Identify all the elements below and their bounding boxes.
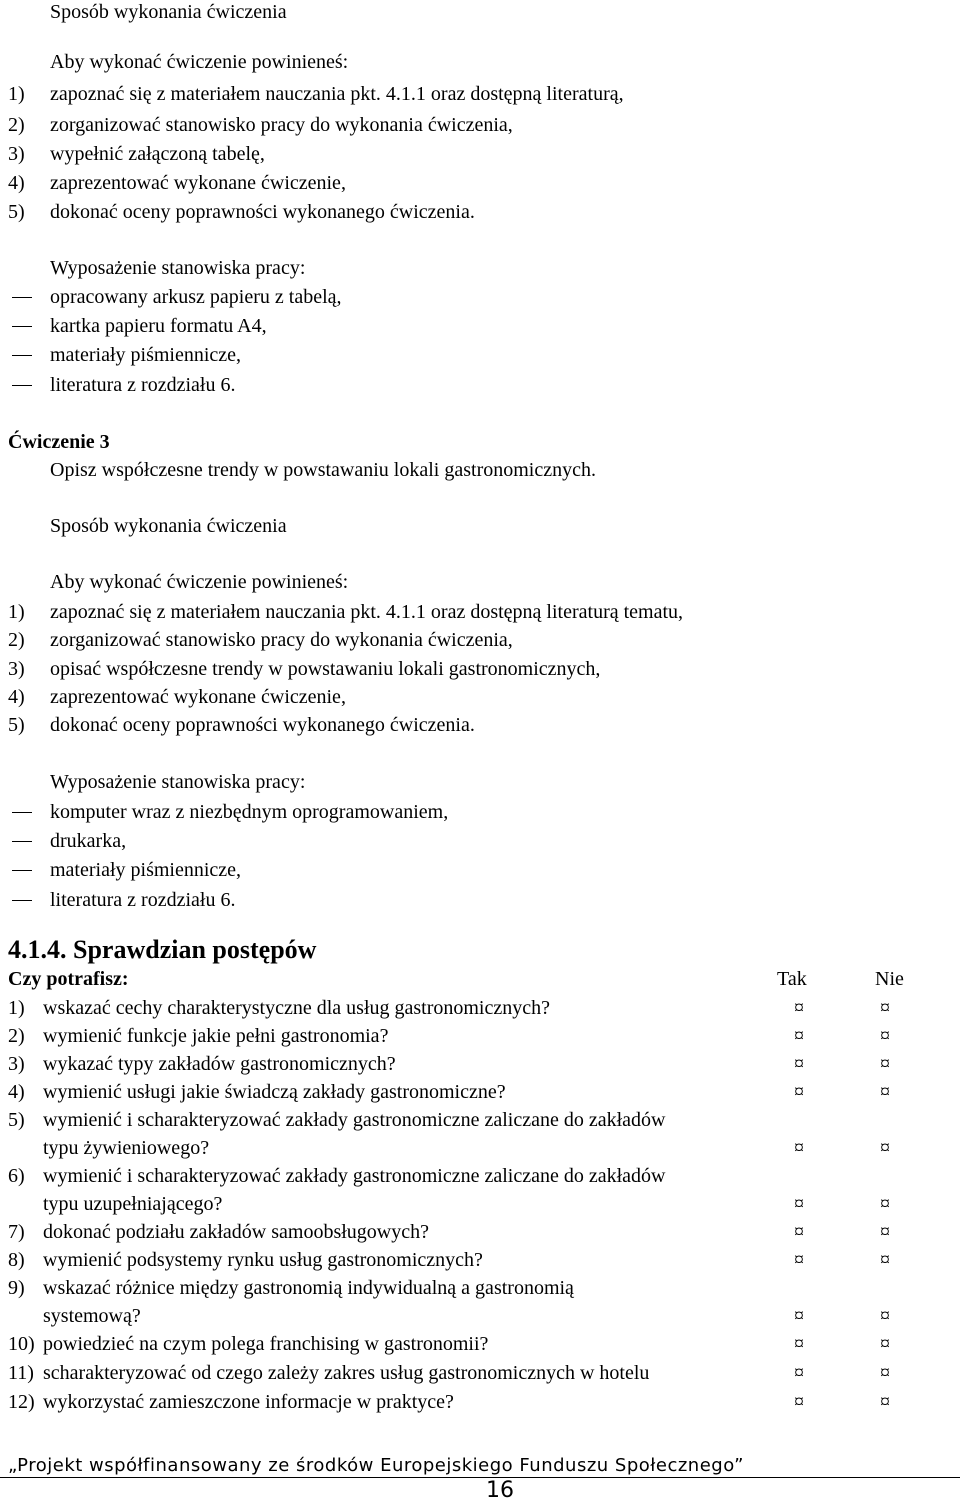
- dash-bullet: [12, 870, 32, 871]
- dash-bullet: [12, 355, 32, 356]
- footer-divider: [0, 1477, 960, 1478]
- question-text: wykazać typy zakładów gastronomicznych?: [43, 1053, 396, 1075]
- step-text: zorganizować stanowisko pracy do wykonania ćwiczenia,: [50, 629, 513, 651]
- dash-bullet: [12, 900, 32, 901]
- dash-bullet: [12, 812, 32, 813]
- equipment-item: opracowany arkusz papieru z tabelą,: [50, 286, 342, 308]
- question-number: 6): [8, 1165, 25, 1187]
- step-text: dokonać oceny poprawności wykonanego ćwiczenia.: [50, 714, 475, 736]
- no-checkbox[interactable]: ¤: [880, 1249, 890, 1271]
- yes-checkbox[interactable]: ¤: [794, 1137, 804, 1159]
- step-text: zapoznać się z materiałem nauczania pkt. 4.1.1 oraz dostępną literaturą,: [50, 83, 624, 105]
- equipment-item: materiały piśmiennicze,: [50, 859, 242, 881]
- no-checkbox[interactable]: ¤: [880, 1025, 890, 1047]
- no-column-header: Nie: [875, 968, 904, 990]
- question-text: dokonać podziału zakładów samoobsługowych?: [43, 1221, 430, 1243]
- step-number: 5): [8, 714, 25, 736]
- question-number: 9): [8, 1277, 25, 1299]
- step-number: 2): [8, 629, 25, 651]
- question-text: wykorzystać zamieszczone informacje w praktyce?: [43, 1391, 454, 1413]
- equipment-item: literatura z rozdziału 6.: [50, 889, 236, 911]
- page-number: 16: [486, 1478, 514, 1503]
- question-text: wymienić podsystemy rynku usług gastronomicznych?: [43, 1249, 483, 1271]
- method-heading: Sposób wykonania ćwiczenia: [50, 1, 287, 23]
- dash-bullet: [12, 326, 32, 327]
- question-text: wymienić funkcje jakie pełni gastronomia?: [43, 1025, 389, 1047]
- yes-checkbox[interactable]: ¤: [794, 1221, 804, 1243]
- yes-column-header: Tak: [777, 968, 807, 990]
- step-number: 3): [8, 658, 25, 680]
- question-text-continued: typu żywieniowego?: [43, 1137, 210, 1159]
- step-number: 3): [8, 143, 25, 165]
- no-checkbox[interactable]: ¤: [880, 1391, 890, 1413]
- yes-checkbox[interactable]: ¤: [794, 1391, 804, 1413]
- equipment-item: komputer wraz z niezbędnym oprogramowaniem,: [50, 801, 449, 823]
- yes-checkbox[interactable]: ¤: [794, 1249, 804, 1271]
- step-text: zaprezentować wykonane ćwiczenie,: [50, 172, 346, 194]
- question-number: 7): [8, 1221, 25, 1243]
- no-checkbox[interactable]: ¤: [880, 1053, 890, 1075]
- no-checkbox[interactable]: ¤: [880, 1193, 890, 1215]
- yes-checkbox[interactable]: ¤: [794, 1333, 804, 1355]
- yes-checkbox[interactable]: ¤: [794, 997, 804, 1019]
- no-checkbox[interactable]: ¤: [880, 997, 890, 1019]
- step-text: zapoznać się z materiałem nauczania pkt. 4.1.1 oraz dostępną literaturą tematu,: [50, 601, 684, 623]
- step-text: opisać współczesne trendy w powstawaniu lokali gastronomicznych,: [50, 658, 601, 680]
- method-intro: Aby wykonać ćwiczenie powinieneś:: [50, 571, 349, 593]
- no-checkbox[interactable]: ¤: [880, 1081, 890, 1103]
- dash-bullet: [12, 297, 32, 298]
- yes-checkbox[interactable]: ¤: [794, 1362, 804, 1384]
- method-heading: Sposób wykonania ćwiczenia: [50, 515, 287, 537]
- question-number: 4): [8, 1081, 25, 1103]
- question-header: Czy potrafisz:: [8, 968, 129, 990]
- step-number: 4): [8, 172, 25, 194]
- step-number: 1): [8, 601, 25, 623]
- yes-checkbox[interactable]: ¤: [794, 1053, 804, 1075]
- question-text: wymienić i scharakteryzować zakłady gastronomiczne zaliczane do zakładów: [43, 1165, 666, 1187]
- step-text: zaprezentować wykonane ćwiczenie,: [50, 686, 346, 708]
- yes-checkbox[interactable]: ¤: [794, 1193, 804, 1215]
- dash-bullet: [12, 841, 32, 842]
- exercise-title: Ćwiczenie 3: [8, 431, 110, 453]
- yes-checkbox[interactable]: ¤: [794, 1025, 804, 1047]
- question-text: scharakteryzować od czego zależy zakres usług gastronomicznych w hotelu: [43, 1362, 650, 1384]
- no-checkbox[interactable]: ¤: [880, 1305, 890, 1327]
- question-text: wymienić usługi jakie świadczą zakłady gastronomiczne?: [43, 1081, 506, 1103]
- no-checkbox[interactable]: ¤: [880, 1221, 890, 1243]
- step-text: dokonać oceny poprawności wykonanego ćwiczenia.: [50, 201, 475, 223]
- equipment-heading: Wyposażenie stanowiska pracy:: [50, 771, 306, 793]
- no-checkbox[interactable]: ¤: [880, 1137, 890, 1159]
- equipment-item: materiały piśmiennicze,: [50, 344, 242, 366]
- equipment-item: kartka papieru formatu A4,: [50, 315, 267, 337]
- step-number: 5): [8, 201, 25, 223]
- question-number: 1): [8, 997, 25, 1019]
- question-number: 2): [8, 1025, 25, 1047]
- question-number: 5): [8, 1109, 25, 1131]
- question-number: 12): [8, 1391, 35, 1413]
- exercise-description: Opisz współczesne trendy w powstawaniu lokali gastronomicznych.: [50, 459, 596, 481]
- step-text: wypełnić załączoną tabelę,: [50, 143, 265, 165]
- step-number: 2): [8, 114, 25, 136]
- equipment-heading: Wyposażenie stanowiska pracy:: [50, 257, 306, 279]
- question-text: wskazać cechy charakterystyczne dla usług gastronomicznych?: [43, 997, 550, 1019]
- question-text: wskazać różnice między gastronomią indywidualną a gastronomią: [43, 1277, 574, 1299]
- step-number: 4): [8, 686, 25, 708]
- footer-note: „Projekt współfinansowany ze środków Europejskiego Funduszu Społecznego”: [8, 1455, 744, 1476]
- progress-test-title: 4.1.4. Sprawdzian postępów: [8, 935, 317, 964]
- question-number: 3): [8, 1053, 25, 1075]
- no-checkbox[interactable]: ¤: [880, 1333, 890, 1355]
- method-intro: Aby wykonać ćwiczenie powinieneś:: [50, 51, 349, 73]
- equipment-item: literatura z rozdziału 6.: [50, 374, 236, 396]
- step-text: zorganizować stanowisko pracy do wykonania ćwiczenia,: [50, 114, 513, 136]
- step-number: 1): [8, 83, 25, 105]
- question-text: powiedzieć na czym polega franchising w gastronomii?: [43, 1333, 489, 1355]
- question-text-continued: systemową?: [43, 1305, 141, 1327]
- yes-checkbox[interactable]: ¤: [794, 1305, 804, 1327]
- question-number: 11): [8, 1362, 34, 1384]
- question-number: 8): [8, 1249, 25, 1271]
- yes-checkbox[interactable]: ¤: [794, 1081, 804, 1103]
- dash-bullet: [12, 385, 32, 386]
- equipment-item: drukarka,: [50, 830, 127, 852]
- question-text-continued: typu uzupełniającego?: [43, 1193, 223, 1215]
- question-text: wymienić i scharakteryzować zakłady gastronomiczne zaliczane do zakładów: [43, 1109, 666, 1131]
- question-number: 10): [8, 1333, 35, 1355]
- no-checkbox[interactable]: ¤: [880, 1362, 890, 1384]
